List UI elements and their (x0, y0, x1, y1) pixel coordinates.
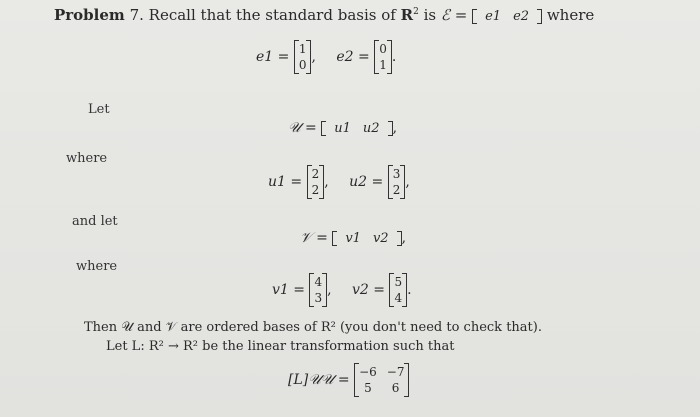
field-exponent: 2 (413, 7, 419, 17)
problem-label: Problem (54, 6, 125, 24)
v2-entry: 5 (394, 275, 403, 289)
basis-e1: e1 (485, 8, 502, 24)
v2-entry: 4 (394, 291, 403, 305)
e2-entry: 0 (379, 42, 387, 56)
where-text: where (546, 6, 595, 24)
problem-number: 7. (129, 6, 144, 24)
v2-vector (389, 273, 407, 307)
v1-entry: 3 (314, 291, 323, 305)
v1-entry: 4 (314, 275, 323, 289)
u2-entry: 2 (392, 183, 401, 197)
u1-entry: 2 (311, 183, 320, 197)
v-vectors: v1 = 4 3 , v2 = 5 4 . (272, 275, 412, 305)
l-matrix (354, 363, 409, 397)
basis-e2: e2 (513, 8, 530, 24)
let-label: Let (88, 102, 110, 117)
u2-entry: 3 (392, 167, 401, 181)
u2-vector (388, 165, 406, 199)
v1-ref: v1 (345, 230, 361, 246)
basis-symbol: ℰ (440, 6, 450, 24)
u2-label: u2 (349, 174, 368, 190)
u1-ref: u1 (334, 120, 351, 136)
e2-label: e2 (336, 49, 354, 65)
where-label: where (76, 259, 118, 274)
e-definitions: e1 = 1 0 , e2 = 0 1 . (256, 42, 397, 72)
u2-ref: u2 (362, 120, 380, 136)
u1-entry: 2 (311, 167, 320, 181)
v-basis-definition: 𝒱 = v1 v2 , (300, 230, 407, 246)
l-matrix-entry: −6 (359, 365, 377, 379)
e2-vector (374, 40, 392, 74)
v-basis-symbol: 𝒱 (300, 230, 312, 246)
l-matrix-grid (359, 364, 404, 396)
equals-sign: = (454, 6, 468, 24)
l-matrix-equation: [L]𝒰𝒰 = −6 −7 5 6 (288, 363, 409, 397)
l-matrix-entry: 5 (364, 381, 372, 395)
v1-label: v1 (272, 282, 289, 298)
and-let-label: and let (72, 214, 118, 229)
u-basis-matrix (321, 121, 392, 136)
e1-entry: 0 (298, 58, 307, 72)
problem-statement (54, 6, 594, 24)
is-text: is (423, 6, 437, 24)
u-vectors: u1 = 2 2 , u2 = 3 2 , (268, 167, 410, 197)
v1-vector (309, 273, 327, 307)
v2-ref: v2 (372, 230, 389, 246)
title-text: Recall that the standard basis of (148, 6, 396, 24)
l-matrix-label: [L]𝒰𝒰 (288, 372, 334, 388)
where-label: where (66, 151, 108, 166)
field-symbol: R (400, 6, 414, 24)
u-basis-definition: 𝒰 = u1 u2 , (288, 120, 398, 136)
v-basis-matrix (332, 231, 401, 246)
e1-vector (294, 40, 312, 74)
e1-entry: 1 (298, 42, 307, 56)
e2-entry: 1 (379, 58, 387, 72)
u1-vector (307, 165, 325, 199)
u1-label: u1 (268, 174, 286, 190)
e1-label: e1 (256, 49, 274, 65)
l-matrix-entry: 6 (391, 381, 400, 395)
u-basis-symbol: 𝒰 (288, 120, 301, 136)
v2-label: v2 (352, 282, 369, 298)
standard-basis-matrix (472, 9, 542, 24)
then-statement: Then 𝒰 and 𝒱 are ordered bases of R² (you don't need to check that). (84, 320, 542, 335)
transformation-statement: Let L: R² → R² be the linear transformation such that (106, 339, 455, 354)
l-matrix-entry: −7 (386, 365, 405, 379)
